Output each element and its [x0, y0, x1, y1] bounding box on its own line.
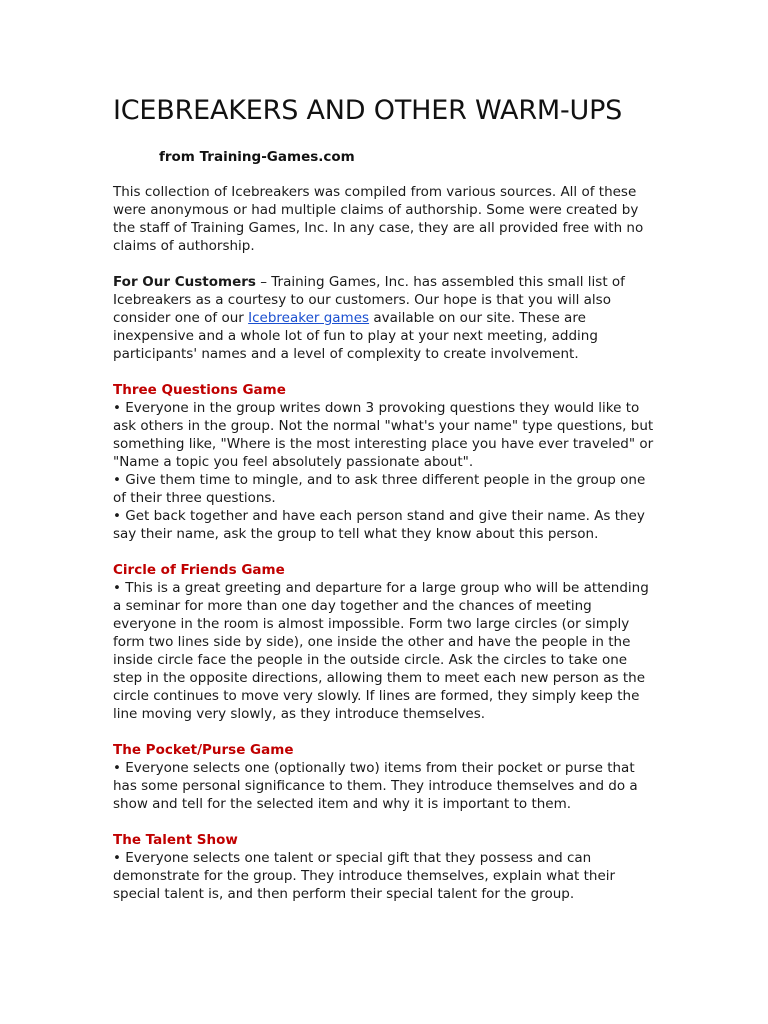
game-heading: Three Questions Game [113, 382, 286, 398]
game-bullet: • This is a great greeting and departure for a large group who will be attending a seminar for more than one day together and the chances of meeting everyone in the room is almost impossible. Form two large circles (or simply form two lines side by side), one inside the other and have the people in the inside circle face the people in the outside circle. Ask the circles to take one step in the opposite directions, allowing them to meet each new person as the circle continues to move very slowly. If lines are formed, they simply keep the line moving very slowly, as they introduce themselves. [113, 580, 649, 722]
customers-text-before: – Training Games, Inc. has assembled this small list of Icebreakers as a courtesy to our customers. Our hope is that you will also consider one of our [113, 274, 625, 326]
paragraph-spacer [113, 813, 658, 831]
paragraph-spacer [113, 543, 658, 561]
customers-text-after: available on our site. These are inexpensive and a whole lot of fun to play at your next meeting, adding participants' names and a level of complexity to create involvement. [113, 310, 598, 362]
paragraph-spacer [113, 723, 658, 741]
game-heading: Circle of Friends Game [113, 562, 285, 578]
icebreaker-games-link[interactable]: Icebreaker games [248, 310, 370, 326]
game-section-pocket-purse [113, 741, 658, 813]
game-bullet: • Everyone selects one talent or special gift that they possess and can demonstrate for the group. They introduce themselves, explain what their special talent is, and then perform their special talent for the group. [113, 850, 616, 902]
game-heading: The Talent Show [113, 832, 238, 848]
game-bullet: • Everyone in the group writes down 3 provoking questions they would like to ask others in the group. Not the normal "what's your name" type questions, but something like, "Where is the most interesting place you have ever traveled" or "Name a topic you feel absolutely passionate about". [113, 400, 654, 470]
document-body [113, 183, 658, 903]
game-section-talent-show [113, 831, 658, 903]
game-bullet: • Get back together and have each person stand and give their name. As they say their name, ask the group to tell what they know about this person. [113, 508, 645, 542]
document-title: ICEBREAKERS AND OTHER WARM-UPS [113, 95, 623, 126]
paragraph-spacer [113, 363, 658, 381]
customers-label: For Our Customers [113, 274, 256, 290]
game-section-circle-of-friends [113, 561, 658, 723]
intro-paragraph: This collection of Icebreakers was compiled from various sources. All of these were anonymous or had multiple claims of authorship. Some were created by the staff of Training Games, Inc. In any case, they are all provided free with no claims of authorship. [113, 184, 644, 254]
game-heading: The Pocket/Purse Game [113, 742, 294, 758]
game-bullet: • Give them time to mingle, and to ask three different people in the group one of their three questions. [113, 472, 646, 506]
paragraph-spacer [113, 255, 658, 273]
game-section-three-questions [113, 381, 658, 543]
source-line: from Training-Games.com [159, 149, 355, 165]
game-bullet: • Everyone selects one (optionally two) items from their pocket or purse that has some personal significance to them. They introduce themselves and do a show and tell for the selected item and why it is important to them. [113, 760, 638, 812]
customers-paragraph [113, 273, 658, 363]
